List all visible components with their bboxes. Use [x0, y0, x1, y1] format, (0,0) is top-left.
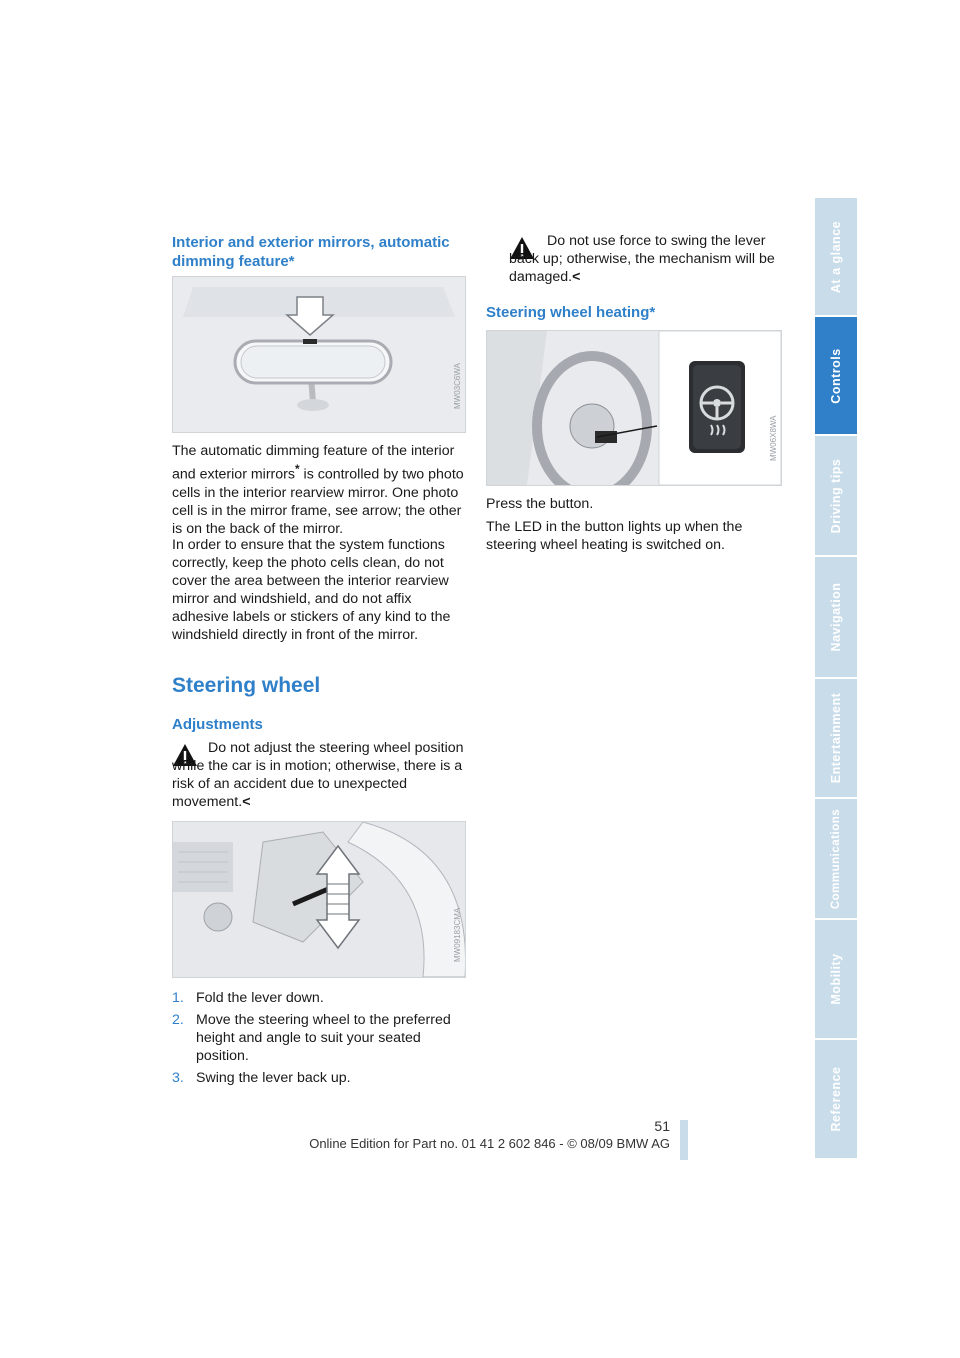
section-heading-steering-heating: Steering wheel heating* [486, 304, 656, 321]
image-code: MW09183CMA [453, 907, 462, 962]
tab-driving-tips[interactable] [815, 436, 857, 555]
led-info-text: The LED in the button lights up when the steering wheel heating is switched on. [486, 519, 743, 553]
step-text: Move the steering wheel to the preferred height and angle to suit your seated position. [196, 1012, 451, 1064]
tab-navigation[interactable] [815, 557, 857, 677]
warning-end-mark: < [572, 269, 581, 285]
warning-lever-body: Do not use force to swing the lever back up; otherwise, the mechanism will be damaged. [509, 233, 775, 285]
section-heading-mirrors: Interior and exterior mirrors, automatic dimming feature* [172, 234, 450, 270]
warning-end-mark: < [242, 794, 251, 810]
tab-reference[interactable] [815, 1040, 857, 1158]
tab-label: Entertainment [829, 692, 843, 784]
tab-label: Communications [830, 808, 842, 909]
mirror-paragraph-2: In order to ensure that the system functions correctly, keep the photo cells clean, do not cover the area between the interior rearview mirror and windshield, and do not affix adhesive labels or stickers of any kind to the windshield directly in front of the mirror. [172, 537, 451, 643]
steering-heating-drawing [487, 331, 781, 485]
footer-accent-bar [680, 1120, 688, 1160]
step-number: 1. [172, 990, 184, 1006]
mirror-paragraph-1-text-b: is controlled by two photo cells in the interior rearview mirror. One photo cell is in the mirror frame, see arrow; the other is on the back of the mirror. [172, 466, 464, 537]
tab-label: At a glance [829, 220, 843, 293]
mirror-paragraph-1-text-a: The automatic dimming feature of the interior and exterior mirrors [172, 443, 455, 483]
tab-mobility[interactable] [815, 920, 857, 1038]
step-item [172, 1011, 464, 1064]
section-heading-steering-wheel: Steering wheel [172, 674, 321, 697]
tab-label: Controls [829, 347, 843, 404]
mirror-illustration [172, 276, 466, 433]
tab-controls[interactable] [815, 317, 857, 434]
steering-lever-illustration [172, 821, 466, 978]
warning-adjust-body: Do not adjust the steering wheel position while the car is in motion; otherwise, there is a risk of an accident due to unexpected movement. [172, 740, 464, 810]
step-number: 2. [172, 1012, 184, 1028]
tab-label: Driving tips [829, 458, 843, 533]
image-code: MW06X8WA [769, 415, 778, 461]
steering-lever-drawing [173, 822, 465, 977]
step-text: Swing the lever back up. [196, 1070, 351, 1086]
step-item [172, 1069, 464, 1087]
step-number: 3. [172, 1070, 184, 1086]
tab-label: Mobility [829, 953, 843, 1005]
optional-equipment-star: * [295, 462, 300, 476]
press-button-text: Press the button. [486, 496, 594, 512]
step-text: Fold the lever down. [196, 990, 324, 1006]
tab-label: Reference [829, 1066, 843, 1132]
step-item [172, 989, 464, 1007]
mirror-drawing [173, 277, 465, 432]
steering-heating-illustration [486, 330, 782, 486]
tab-entertainment[interactable] [815, 679, 857, 797]
warning-adjust-text [172, 739, 466, 811]
edition-footer: Online Edition for Part no. 01 41 2 602 846 - © 08/09 BMW AG [309, 1136, 670, 1151]
tab-at-a-glance[interactable] [815, 198, 857, 315]
image-code: MW03C6WA [453, 363, 462, 409]
page-number: 51 [654, 1118, 670, 1134]
mirror-paragraph-1 [172, 442, 466, 538]
subheading-adjustments: Adjustments [172, 716, 263, 733]
tab-label: Navigation [829, 582, 843, 652]
tab-communications[interactable] [815, 799, 857, 918]
warning-lever-text [509, 232, 781, 286]
